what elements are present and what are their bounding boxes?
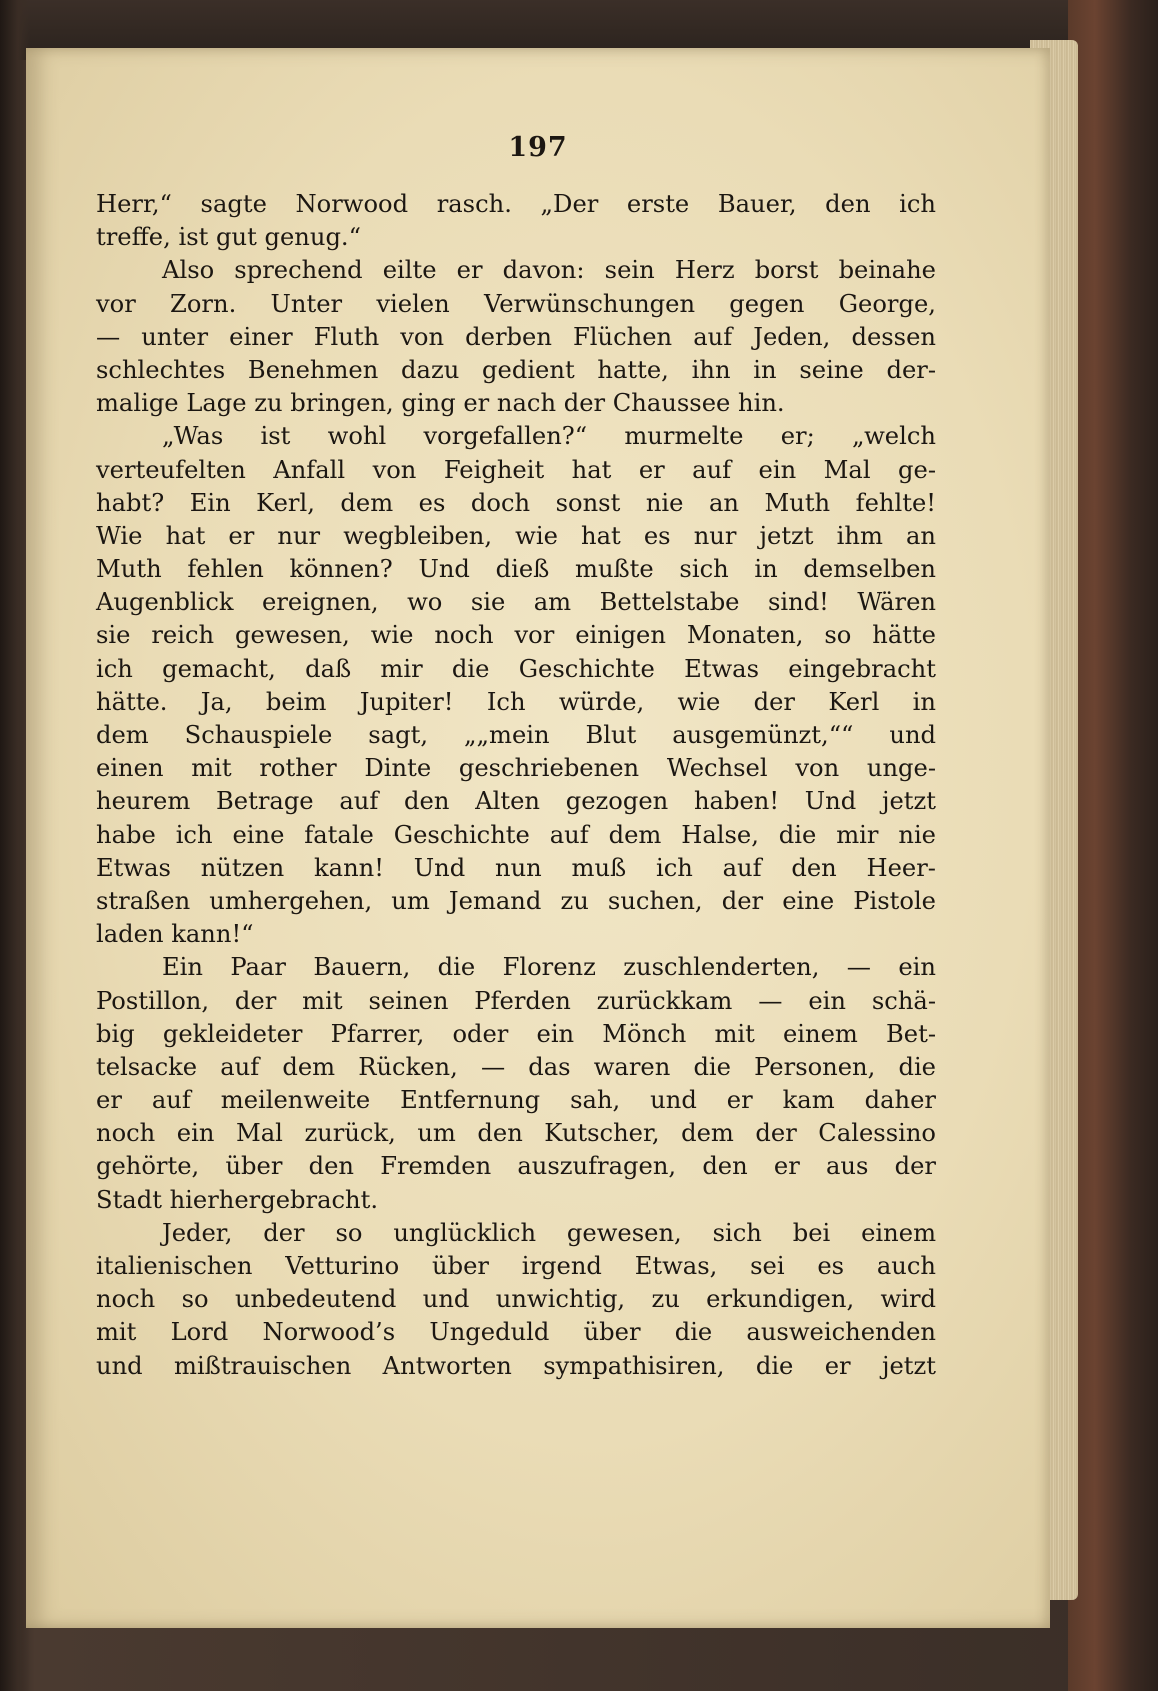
text-line: gehörte, über den Fremden auszufragen, den er aus der: [96, 1152, 936, 1181]
text-line: Etwas nützen kann! Und nun muß ich auf den Heer-: [96, 853, 936, 882]
text-line: malige Lage zu bringen, ging er nach der Chaussee hin.: [96, 389, 785, 418]
text-line: habt? Ein Kerl, dem es doch sonst nie an Muth fehlte!: [96, 488, 936, 517]
text-line: sie reich gewesen, wie noch vor einigen Monaten, so hätte: [96, 621, 936, 650]
text-line: noch so unbedeutend und unwichtig, zu erkundigen, wird: [96, 1285, 936, 1314]
text-line: schlechtes Benehmen dazu gedient hatte, ihn in seine der-: [96, 355, 936, 384]
text-line: habe ich eine fatale Geschichte auf dem Halse, die mir nie: [96, 820, 936, 849]
text-line: „Was ist wohl vorgefallen?“ murmelte er; „welch: [162, 422, 936, 451]
text-line: italienischen Vetturino über irgend Etwas, sei es auch: [96, 1252, 936, 1280]
text-line: straßen umhergehen, um Jemand zu suchen, der eine Pistole: [96, 886, 936, 915]
text-line: Postillon, der mit seinen Pferden zurückkam — ein schä-: [96, 986, 936, 1015]
text-line: Stadt hierhergebracht.: [96, 1185, 379, 1214]
text-line: einen mit rother Dinte geschriebenen Wechsel von unge-: [96, 754, 936, 783]
text-line: Muth fehlen können? Und dieß mußte sich in demselben: [96, 555, 936, 584]
text-line: Herr,“ sagte Norwood rasch. „Der erste Bauer, den ich: [96, 190, 936, 218]
text-line: Ein Paar Bauern, die Florenz zuschlenderten, — ein: [162, 953, 936, 982]
text-line: — unter einer Fluth von derben Flüchen auf Jeden, dessen: [96, 322, 936, 351]
book-page: [26, 48, 1050, 1628]
text-line: er auf meilenweite Entfernung sah, und er kam daher: [96, 1086, 936, 1115]
text-line: ich gemacht, daß mir die Geschichte Etwas eingebracht: [96, 654, 936, 683]
text-line: heurem Betrage auf den Alten gezogen haben! Und jetzt: [96, 787, 936, 816]
text-line: mit Lord Norwood’s Ungeduld über die ausweichenden: [96, 1318, 936, 1347]
text-line: verteufelten Anfall von Feigheit hat er auf ein Mal ge-: [96, 455, 936, 484]
text-line: dem Schauspiele sagt, „„mein Blut ausgemünzt,““ und: [96, 721, 936, 749]
text-line: Jeder, der so unglücklich gewesen, sich bei einem: [162, 1218, 936, 1247]
text-line: vor Zorn. Unter vielen Verwünschungen gegen George,: [96, 289, 936, 318]
text-line: big gekleideter Pfarrer, oder ein Mönch mit einem Bet-: [96, 1019, 936, 1048]
book-cover-edge: [1068, 0, 1158, 1691]
text-line: telsacke auf dem Rücken, — das waren die Personen, die: [96, 1052, 936, 1081]
text-line: noch ein Mal zurück, um den Kutscher, dem der Calessino: [96, 1119, 936, 1148]
text-line: laden kann!“: [96, 920, 254, 949]
text-line: Augenblick ereignen, wo sie am Bettelstabe sind! Wären: [96, 588, 936, 617]
text-line: Wie hat er nur wegbleiben, wie hat es nur jetzt ihm an: [96, 521, 936, 550]
text-line: Also sprechend eilte er davon: sein Herz borst beinahe: [162, 256, 936, 285]
text-line: treffe, ist gut genug.“: [96, 223, 361, 252]
page-number: 197: [508, 132, 568, 163]
text-line: und mißtrauischen Antworten sympathisiren, die er jetzt: [96, 1351, 936, 1380]
body-text: [96, 188, 936, 1383]
text-line: hätte. Ja, beim Jupiter! Ich würde, wie der Kerl in: [96, 687, 936, 716]
